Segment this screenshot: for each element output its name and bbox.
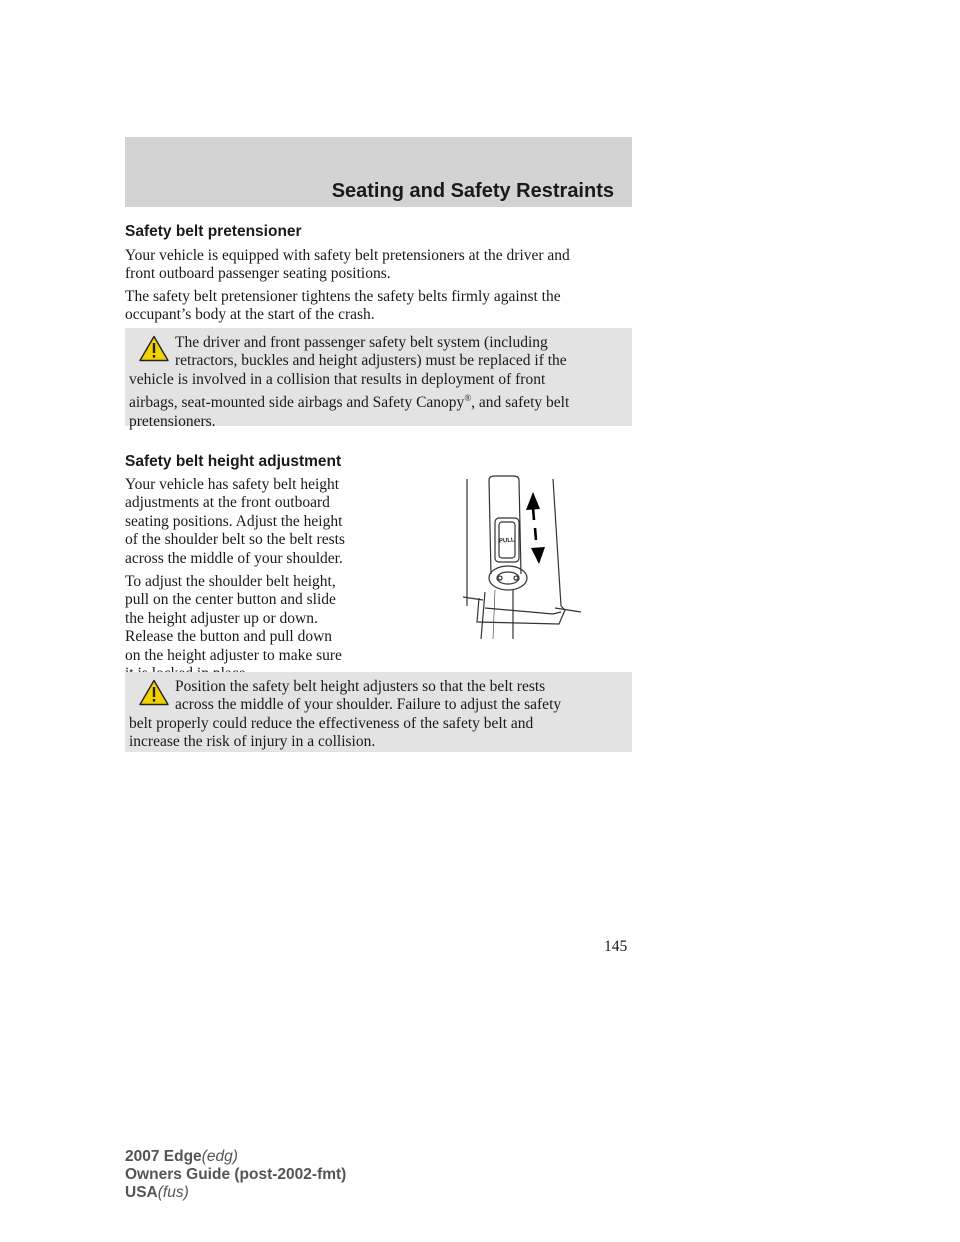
page-section-title: Seating and Safety Restraints [331, 180, 614, 202]
warning-text-height: Position the safety belt height adjusters so that the belt rests across the middle of your shoulder. Failure to adjust the safety belt properly could reduce the effectiveness of the safety belt and increase the risk of injury in a collision. [129, 678, 562, 751]
paragraph-height-1: Your vehicle has safety belt height adjustments at the front outboard seating positions. Adjust the height of the shoulder belt so the belt rests across the middle of your shoulder. [125, 476, 345, 567]
warning-text-pretensioner: The driver and front passenger safety belt system (including retractors, buckles and height adjusters) must be replaced if the vehicle is involved in a collision that results in deployment of front airbags, seat-mounted side airbags and Safety Canopy®, and safety belt pretensioners. [129, 334, 570, 430]
paragraph-pretensioner-1: Your vehicle is equipped with safety belt pretensioners at the driver and front outboard passenger seating positions. [125, 247, 570, 283]
heading-pretensioner: Safety belt pretensioner [125, 223, 302, 240]
heading-height-adjustment: Safety belt height adjustment [125, 453, 342, 470]
page-number: 145 [604, 938, 628, 955]
paragraph-height-2: To adjust the shoulder belt height, pull on the center button and slide the height adjuster up or down. Release the button and pull down on the height adjuster to make sure [125, 573, 342, 664]
warning-box-pretensioner [125, 328, 632, 430]
header-band [125, 137, 632, 207]
footer-doc-info: 2007 Edge(edg) Owners Guide (post-2002-fmt) USA(fus) [125, 1148, 347, 1201]
paragraph-pretensioner-2: The safety belt pretensioner tightens the safety belts firmly against the occupant’s body at the start of the crash. [125, 288, 561, 324]
belt-height-adjuster-illustration [455, 474, 587, 642]
pull-label: PULL [498, 537, 515, 545]
warning-box-height [125, 672, 632, 752]
